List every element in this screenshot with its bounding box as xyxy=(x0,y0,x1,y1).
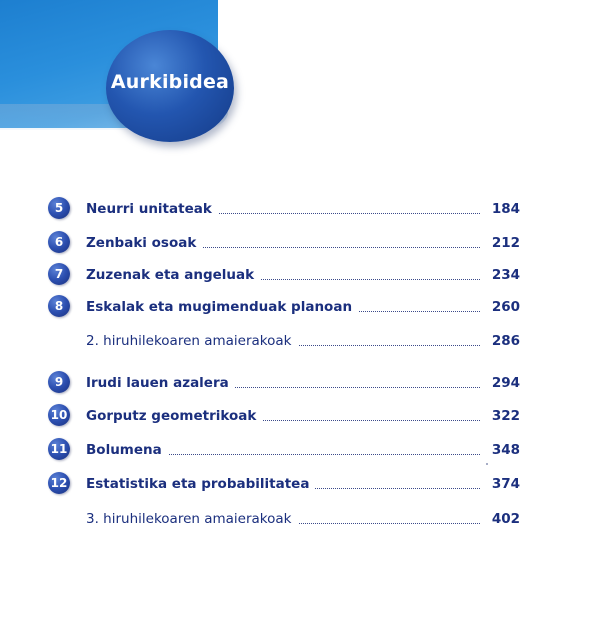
page-number: 322 xyxy=(486,406,520,426)
chapter-number-badge: 6 xyxy=(48,231,70,253)
chapter-title: Zenbaki osoak xyxy=(86,233,202,253)
toc-entry[interactable] xyxy=(48,506,520,532)
chapter-number-badge: 10 xyxy=(48,404,70,426)
page-number: 212 xyxy=(486,233,520,253)
chapter-number-badge: 9 xyxy=(48,371,70,393)
chapter-number-badge: 5 xyxy=(48,197,70,219)
toc-entry[interactable] xyxy=(48,230,520,256)
toc-entry[interactable] xyxy=(48,294,520,320)
chapter-title: Gorputz geometrikoak xyxy=(86,406,262,426)
chapter-title: Irudi lauen azalera xyxy=(86,373,235,393)
page-title: Aurkibidea xyxy=(110,71,230,93)
print-speck xyxy=(486,463,488,465)
section-title: 3. hiruhilekoaren amaierakoak xyxy=(86,509,298,529)
chapter-number-badge: 8 xyxy=(48,295,70,317)
page-number: 184 xyxy=(486,199,520,219)
page-number: 260 xyxy=(486,297,520,317)
chapter-number-badge: 11 xyxy=(48,438,70,460)
chapter-title: Neurri unitateak xyxy=(86,199,218,219)
toc-entry[interactable] xyxy=(48,403,520,429)
page-number: 234 xyxy=(486,265,520,285)
chapter-number-badge: 12 xyxy=(48,472,70,494)
toc-entry[interactable] xyxy=(48,196,520,222)
page-number: 294 xyxy=(486,373,520,393)
page-number: 402 xyxy=(486,509,520,529)
chapter-title: Eskalak eta mugimenduak planoan xyxy=(86,297,358,317)
toc-entry[interactable] xyxy=(48,437,520,463)
toc-entry[interactable] xyxy=(48,471,520,497)
page-number: 348 xyxy=(486,440,520,460)
chapter-number-badge: 7 xyxy=(48,263,70,285)
toc-entry[interactable] xyxy=(48,328,520,354)
page-number: 374 xyxy=(486,474,520,494)
page-number: 286 xyxy=(486,331,520,351)
chapter-title: Bolumena xyxy=(86,440,168,460)
section-title: 2. hiruhilekoaren amaierakoak xyxy=(86,331,298,351)
chapter-title: Estatistika eta probabilitatea xyxy=(86,474,315,494)
chapter-title: Zuzenak eta angeluak xyxy=(86,265,260,285)
toc-entry[interactable] xyxy=(48,262,520,288)
toc-entry[interactable] xyxy=(48,370,520,396)
